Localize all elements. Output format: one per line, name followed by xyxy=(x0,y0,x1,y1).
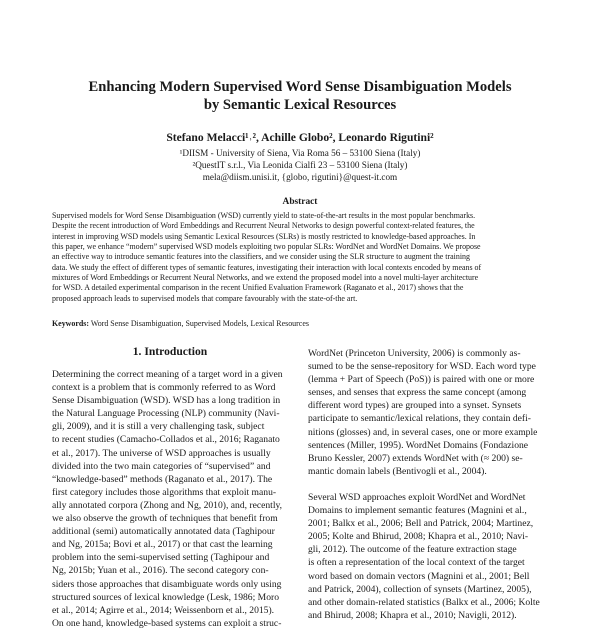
abstract-line: for WSD. A detailed experimental comparison in the recent Unified Evaluation Framework (Raganato et al., 2017) shows that the xyxy=(52,283,464,293)
keywords xyxy=(52,319,548,329)
body-line: first category includes those algorithms that exploit manu- xyxy=(52,486,277,498)
abstract-line: Supervised models for Word Sense Disambiguation (WSD) currently yield to state-of-the-art results in the most popular benchmarks. xyxy=(52,211,476,220)
title-line-1: Enhancing Modern Supervised Word Sense Disambiguation Models xyxy=(88,79,512,95)
body-line: divided into the two main categories of “supervised” and xyxy=(52,460,271,472)
abstract-line: interest in improving WSD models using Semantic Lexical Resources (SLRs) is mostly restricted to knowledge-based approaches. In xyxy=(52,231,476,241)
body-line: On one hand, knowledge-based systems can exploit a struc- xyxy=(52,617,282,629)
abstract-line: mixtures of Word Embeddings or Recurrent Neural Networks, and we extend the proposed model into a novel multi-layer architecture xyxy=(52,273,479,283)
body-line: Sense Disambiguation (WSD). WSD has a long tradition in xyxy=(52,395,281,407)
paper-title xyxy=(40,78,560,114)
body-line: participate to semantic/lexical relations, they contain defi- xyxy=(308,413,531,425)
body-line: and Bhirud, 2008; Khapra et al., 2010; Navigli, 2012). xyxy=(308,609,517,621)
body-line: to recent studies (Camacho-Collados et al., 2016; Raganato xyxy=(52,434,280,446)
body-line: problem into the semi-supervised setting (Taghipour and xyxy=(52,552,270,564)
body-line: ally annotated corpora (Zhong and Ng, 2010), and, recently, xyxy=(52,499,283,511)
body-line: WordNet (Princeton University, 2006) is commonly as- xyxy=(308,348,521,359)
right-column xyxy=(308,347,548,621)
body-line: and Ng, 2015a; Bovi et al., 2017) or that cast the learning xyxy=(52,539,273,551)
body-line: 2005; Kolte and Bhirud, 2008; Khapra et al., 2010; Navi- xyxy=(308,531,529,543)
body-line: structured sources of lexical knowledge (Lesk, 1986; Moro xyxy=(52,591,279,603)
paragraph-wordnet xyxy=(308,347,548,478)
body-line: et al., 2017). The universe of WSD approaches is usually xyxy=(52,447,271,459)
affiliation-1: ¹DIISM - University of Siena, Via Roma 56 – 53100 Siena (Italy) xyxy=(179,148,421,158)
body-line: word based on domain vectors (Magnini et al., 2001; Bell xyxy=(308,570,530,582)
body-line: context is a problem that is commonly referred to as Word xyxy=(52,382,276,394)
body-line: 2001; Balkx et al., 2006; Bell and Patrick, 2004; Martinez, xyxy=(308,518,534,530)
body-line: Domains to implement semantic features (Magnini et al., xyxy=(308,505,527,517)
body-line: Several WSD approaches exploit WordNet and WordNet xyxy=(308,491,526,503)
abstract-line: this paper, we enhance “modern” supervised WSD models exploiting two popular SLRs: WordNet and WordNet Domains. We propose xyxy=(52,242,481,252)
abstract-line: proposed approach leads to supervised models that compare favourably with the state-of-the art. xyxy=(52,293,358,303)
body-line: Determining the correct meaning of a target word in a given xyxy=(52,369,283,380)
body-line: different word types) are grouped into a synset. Synsets xyxy=(308,400,522,412)
body-line: the Natural Language Processing (NLP) community (Navi- xyxy=(52,408,280,420)
paragraph-semantic-features xyxy=(308,491,548,622)
keywords-text: Word Sense Disambiguation, Supervised Models, Lexical Resources xyxy=(90,319,309,328)
body-line: gli, 2012). The outcome of the feature extraction stage xyxy=(308,544,517,556)
title-line-2: by Semantic Lexical Resources xyxy=(203,97,397,113)
affiliation-2: ²QuestIT s.r.l., Via Leonida Cialfi 23 – 53100 Siena (Italy) xyxy=(192,160,408,170)
body-line: (lemma + Part of Speech (PoS)) is paired with one or more xyxy=(308,374,535,386)
body-line: sumed to be the sense-repository for WSD. Each word type xyxy=(308,361,536,373)
body-line: siders those approaches that disambiguate words only using xyxy=(52,578,282,590)
body-line: and Patrick, 2004), collection of synsets (Martinez, 2005), xyxy=(308,583,532,595)
body-line: and other domain-related statistics (Balkx et al., 2006; Kolte xyxy=(308,596,540,608)
body-line: sentences (Miller, 1995). WordNet Domains (Fondazione xyxy=(308,439,529,451)
body-line: gli, 2009), and it is still a very challenging task, subject xyxy=(52,421,265,433)
abstract-line: data. We study the effect of different types of semantic features, investigating their interaction with local contexts encoded by means of xyxy=(52,262,482,272)
author-list: Stefano Melacci¹˒², Achille Globo², Leonardo Rigutini² xyxy=(166,131,434,144)
body-line: et al., 2014; Agirre et al., 2014; Weissenborn et al., 2015). xyxy=(52,604,275,616)
left-column xyxy=(52,368,292,629)
body-line: nitions (glosses) and, in several cases, one or more example xyxy=(308,426,538,438)
body-line: Ng, 2015b; Yuan et al., 2016). The second category con- xyxy=(52,565,269,577)
abstract-line: Despite the recent introduction of Word Embeddings and Recurrent Neural Networks to design powerful context-related features, the xyxy=(52,221,475,231)
body-line: additional (semi) automatically annotated data (Taghipour xyxy=(52,526,275,538)
keywords-label: Keywords: xyxy=(52,319,90,328)
author-emails: mela@diism.unisi.it, {globo, rigutini}@quest-it.com xyxy=(202,172,398,182)
abstract-line: an effective way to introduce semantic features into the classifiers, and we consider using the SLR structure to augment the training xyxy=(52,252,470,262)
abstract-body xyxy=(52,211,548,304)
body-line: is often a representation of the local context of the target xyxy=(308,557,525,569)
body-line: mantic domain labels (Bentivogli et al., 2004). xyxy=(308,465,487,477)
abstract-heading: Abstract xyxy=(282,197,318,207)
body-line: senses, and senses that express the same concept (among xyxy=(308,387,527,399)
body-line: we also observe the growth of techniques that benefit from xyxy=(52,513,278,525)
body-line: “knowledge-based” methods (Raganato et al., 2017). The xyxy=(52,473,273,485)
section-heading-introduction: 1. Introduction xyxy=(132,345,208,358)
body-line: Bruno Kessler, 2007) extends WordNet with (≈ 200) se- xyxy=(308,452,523,464)
